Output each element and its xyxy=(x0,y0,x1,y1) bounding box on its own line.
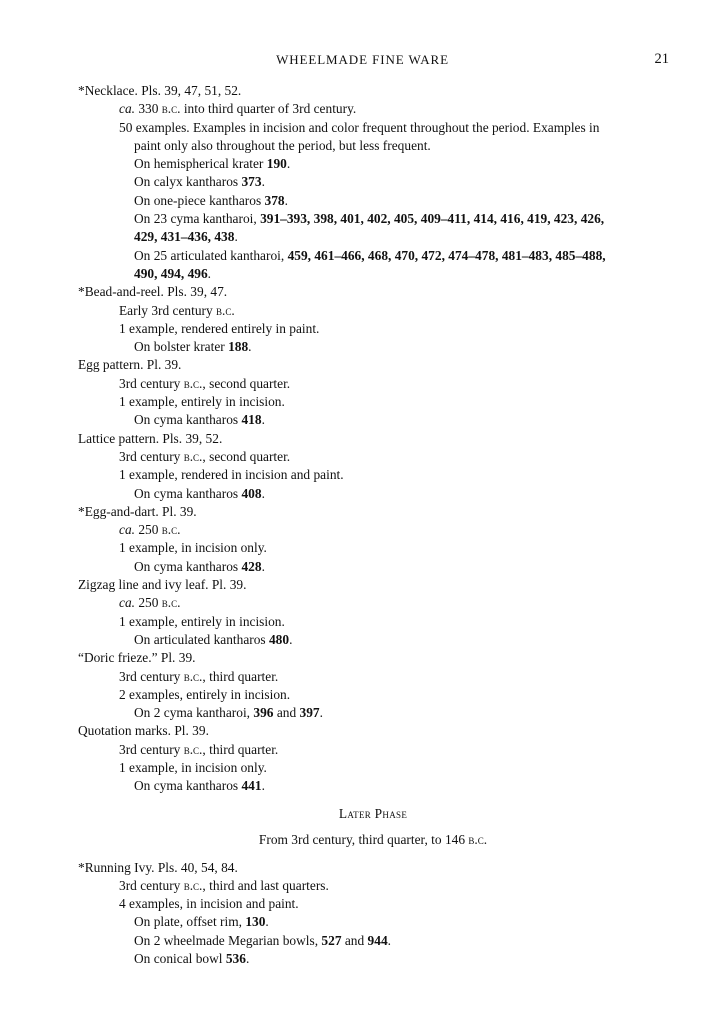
text-run: 1 example, entirely in incision. xyxy=(119,394,285,410)
text-run: . xyxy=(265,914,269,930)
pattern-heading xyxy=(78,430,668,448)
pattern-heading xyxy=(78,503,668,521)
catalogue-line xyxy=(78,539,668,557)
text-run: 1 example, in incision only. xyxy=(119,540,267,556)
text-run: Egg pattern. Pl. 39. xyxy=(78,357,182,373)
catalogue-line xyxy=(78,192,668,210)
text-run: On cyma kantharos xyxy=(134,485,242,501)
text-run: 3rd century xyxy=(119,668,184,684)
catalogue-line xyxy=(78,320,668,338)
text-run: 4 examples, in incision and paint. xyxy=(119,896,299,912)
catalogue-line xyxy=(78,759,668,777)
text-run: into third quarter of 3rd century. xyxy=(180,101,357,117)
catalogue-line xyxy=(78,704,668,722)
catalogue-line xyxy=(78,210,668,228)
catalogue-line xyxy=(78,393,668,411)
catalogue-number: 418 xyxy=(241,412,262,428)
section-subheading xyxy=(78,831,668,849)
text-run: . xyxy=(261,412,265,428)
catalogue-number: 429, 431–436, 438 xyxy=(134,229,235,245)
text-run: Quotation marks. Pl. 39. xyxy=(78,723,209,739)
catalogue-line xyxy=(78,265,668,283)
text-run: . xyxy=(319,705,323,721)
catalogue-line xyxy=(78,247,668,265)
catalogue-line xyxy=(78,173,668,191)
text-run: . xyxy=(261,558,265,574)
text-run: 50 examples. Examples in incision and color frequent throughout the period. Examples in xyxy=(119,119,600,135)
text-run: 3rd century xyxy=(119,741,184,757)
catalogue-line xyxy=(78,895,668,913)
text-run: 2 examples, entirely in incision. xyxy=(119,686,291,702)
catalogue-number: 190 xyxy=(266,156,287,172)
catalogue-number: 428 xyxy=(241,558,262,574)
text-run: *Bead-and-reel. Pls. 39, 47. xyxy=(78,284,228,300)
text-run: On cyma kantharos xyxy=(134,558,242,574)
era-abbreviation: b.c. xyxy=(161,522,181,538)
era-abbreviation: b.c. xyxy=(183,375,203,391)
text-run: On calyx kantharos xyxy=(134,174,242,190)
text-run: 250 xyxy=(135,522,162,538)
pattern-heading xyxy=(78,576,668,594)
text-run: On cyma kantharos xyxy=(134,412,242,428)
text-run: Lattice pattern. Pls. 39, 52. xyxy=(78,430,223,446)
catalogue-line xyxy=(78,228,668,246)
catalogue-number: 480 xyxy=(268,631,290,647)
text-run: . xyxy=(261,174,265,190)
catalogue-line xyxy=(78,375,668,393)
catalogue-line xyxy=(78,613,668,631)
catalogue-number: 130 xyxy=(245,914,266,930)
text-run: On 2 cyma kantharoi, xyxy=(134,705,254,721)
running-title: WHEELMADE FINE WARE xyxy=(276,52,449,67)
catalogue-line xyxy=(78,411,668,429)
text-run: 1 example, in incision only. xyxy=(119,759,267,775)
catalogue-number: 944 xyxy=(367,932,388,948)
page-body xyxy=(78,82,668,968)
catalogue-number: 396 xyxy=(253,705,274,721)
era-abbreviation: b.c. xyxy=(161,595,181,611)
catalogue-line xyxy=(78,686,668,704)
page-number: 21 xyxy=(654,51,669,67)
text-run: 1 example, rendered in incision and paint. xyxy=(119,467,344,483)
pattern-heading xyxy=(78,649,668,667)
catalogue-number: 391–393, 398, 401, 402, 405, 409–411, 414, 416, 419, 423, 426, xyxy=(260,211,605,227)
text-run: On articulated kantharos xyxy=(134,631,269,647)
text-run: Early 3rd century xyxy=(119,302,217,318)
catalogue-line xyxy=(78,137,668,155)
catalogue-number: 373 xyxy=(241,174,262,190)
text-run: On one-piece kantharos xyxy=(134,192,265,208)
text-run: On bolster krater xyxy=(134,339,229,355)
text-run: . xyxy=(261,778,265,794)
text-run: , third and last quarters. xyxy=(202,877,329,893)
era-abbreviation: b.c. xyxy=(161,101,181,117)
text-run: . xyxy=(234,229,238,245)
catalogue-line xyxy=(78,777,668,795)
catalogue-line xyxy=(78,155,668,173)
text-run: . xyxy=(387,932,391,948)
era-abbreviation: b.c. xyxy=(183,448,203,464)
catalogue-number: 441 xyxy=(241,778,262,794)
catalogue-line xyxy=(78,302,668,320)
text-run: . xyxy=(261,485,265,501)
text-run: On 25 articulated kantharoi, xyxy=(134,247,288,263)
catalogue-line xyxy=(78,913,668,931)
text-run: 3rd century xyxy=(119,375,184,391)
era-abbreviation: b.c. xyxy=(216,302,235,318)
text-run: On conical bowl xyxy=(134,951,226,967)
text-run: 250 xyxy=(135,595,162,611)
catalogue-line xyxy=(78,521,668,539)
catalogue-number: 188 xyxy=(228,339,249,355)
text-run: 1 example, rendered entirely in paint. xyxy=(119,320,320,336)
text-run: On plate, offset rim, xyxy=(134,914,246,930)
text-run: , third quarter. xyxy=(202,741,279,757)
text-run: *Egg-and-dart. Pl. 39. xyxy=(78,503,197,519)
catalogue-number: 459, 461–466, 468, 470, 472, 474–478, 481–483, 485–488, xyxy=(287,247,606,263)
catalogue-number: 408 xyxy=(241,485,262,501)
text-run: . xyxy=(286,156,291,172)
running-head xyxy=(0,52,725,70)
text-run: ca. xyxy=(119,101,135,117)
catalogue-line xyxy=(78,594,668,612)
pattern-heading xyxy=(78,82,668,100)
catalogue-number: 490, 494, 496 xyxy=(134,265,208,281)
text-run: . xyxy=(207,265,212,281)
text-run: On 23 cyma kantharoi, xyxy=(134,211,261,227)
catalogue-line xyxy=(78,668,668,686)
pattern-heading xyxy=(78,283,668,301)
pattern-heading xyxy=(78,722,668,740)
text-run: . xyxy=(245,951,250,967)
text-run: , third quarter. xyxy=(202,668,279,684)
text-run: . xyxy=(284,192,288,208)
era-abbreviation: b.c. xyxy=(183,741,203,757)
catalogue-line xyxy=(78,466,668,484)
text-run: and xyxy=(273,705,300,721)
pattern-heading xyxy=(78,356,668,374)
catalogue-list-early xyxy=(78,82,668,796)
catalogue-list-later xyxy=(78,859,668,969)
text-run: On hemispherical krater xyxy=(134,156,267,172)
text-run: paint only also throughout the period, but less frequent. xyxy=(134,137,431,153)
catalogue-line xyxy=(78,950,668,968)
text-run: On 2 wheelmade Megarian bowls, xyxy=(134,932,322,948)
text-run: *Running Ivy. Pls. 40, 54, 84. xyxy=(78,859,238,875)
catalogue-line xyxy=(78,558,668,576)
text-run: Zigzag line and ivy leaf. Pl. 39. xyxy=(78,577,247,593)
catalogue-line xyxy=(78,485,668,503)
pattern-heading xyxy=(78,859,668,877)
catalogue-line xyxy=(78,448,668,466)
catalogue-line xyxy=(78,338,668,356)
text-run: On cyma kantharos xyxy=(134,778,242,794)
catalogue-line xyxy=(78,877,668,895)
text-run: and xyxy=(341,932,368,948)
text-run: 3rd century xyxy=(119,877,184,893)
catalogue-line xyxy=(78,100,668,118)
era-abbreviation: b.c. xyxy=(468,831,488,847)
text-run: ca. xyxy=(119,522,135,538)
era-abbreviation: b.c. xyxy=(183,877,203,893)
text-run: From 3rd century, third quarter, to 146 xyxy=(258,831,469,847)
catalogue-line xyxy=(78,932,668,950)
text-run: . xyxy=(289,631,293,647)
text-run: 330 xyxy=(135,101,162,117)
catalogue-line xyxy=(78,741,668,759)
section-heading: Later Phase xyxy=(338,805,408,821)
text-run: . xyxy=(248,339,252,355)
text-run: *Necklace. Pls. 39, 47, 51, 52. xyxy=(78,83,242,98)
text-run: 1 example, entirely in incision. xyxy=(119,613,285,629)
text-run: 3rd century xyxy=(119,448,184,464)
catalogue-number: 378 xyxy=(264,192,285,208)
text-run: ca. xyxy=(119,595,135,611)
catalogue-line xyxy=(78,631,668,649)
catalogue-number: 527 xyxy=(321,932,342,948)
text-run: “Doric frieze.” Pl. 39. xyxy=(78,650,196,666)
text-run: , second quarter. xyxy=(202,375,291,391)
text-run: , second quarter. xyxy=(202,448,291,464)
catalogue-line xyxy=(78,119,668,137)
era-abbreviation: b.c. xyxy=(183,668,203,684)
catalogue-number: 536 xyxy=(225,951,246,967)
catalogue-number: 397 xyxy=(299,705,320,721)
